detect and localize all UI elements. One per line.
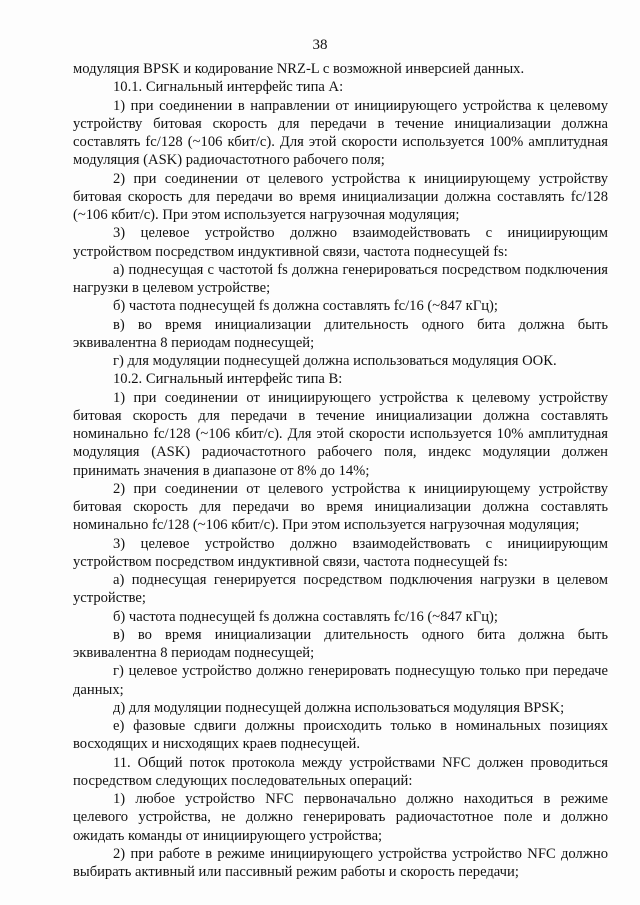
paragraph: д) для модуляции поднесущей должна использоваться модуляция BPSK; [113, 699, 565, 716]
paragraph: г) целевое устройство должно генерировать поднесущую только при передаче данных; [73, 663, 608, 698]
paragraph: 1) любое устройство NFC первоначально должно находиться в режиме целевого устройства, не должно генерировать радиочастотное поле и должно ожидать команды от инициирующего устройства; [73, 791, 608, 844]
paragraph: 3) целевое устройство должно взаимодействовать с инициирующим устройством посредством индуктивной связи, частота поднесущей fs: [73, 535, 608, 570]
page-number: 38 [312, 37, 328, 53]
paragraph: 3) целевое устройство должно взаимодействовать с инициирующим устройством посредством индуктивной связи, частота поднесущей fs: [73, 225, 608, 260]
paragraph: г) для модуляции поднесущей должна использоваться модуляция ООК. [113, 353, 557, 369]
paragraph: а) поднесущая генерируется посредством подключения нагрузки в целевом устройстве; [73, 572, 608, 607]
section-heading: 10.2. Сигнальный интерфейс типа В: [113, 371, 343, 388]
paragraph: 1) при соединении от инициирующего устройства к целевому устройству битовая скорость для передачи в течение инициализации должна составлять номинально fc/128 (~106 кбит/с). Для этой скорости используется 10% амплитудная модуляция (ASK) радиочастотного рабочего поля, индекс модуляции должен принимать значения в диапазоне от 8% до 14%; [73, 389, 608, 479]
paragraph: а) поднесущая с частотой fs должна генерироваться посредством подключения нагрузки в целевом устройстве; [73, 261, 608, 296]
section-heading: 10.1. Сигнальный интерфейс типа А: [113, 79, 344, 96]
paragraph: 2) при соединении от целевого устройства к инициирующему устройству битовая скорость для передачи во время инициализации должна составлять fc/128 (~106 кбит/с). При этом используется нагрузочная модуляция; [73, 170, 608, 223]
paragraph: модуляция BPSK и кодирование NRZ-L с возможной инверсией данных. [73, 61, 525, 77]
paragraph: в) во время инициализации длительность одного бита должна быть эквивалентна 8 периодам поднесущей; [73, 316, 608, 351]
paragraph: 11. Общий поток протокола между устройствами NFC должен проводиться посредством следующих последовательных операций: [73, 754, 608, 789]
paragraph: б) частота поднесущей fs должна составлять fc/16 (~847 кГц); [113, 298, 498, 315]
paragraph: 2) при соединении от целевого устройства к инициирующему устройству битовая скорость для передачи во время инициализации должна составлять номинально fc/128 (~106 кбит/с). При этом используется нагрузочная модуляция; [73, 480, 608, 534]
paragraph: в) во время инициализации длительность одного бита должна быть эквивалентна 8 периодам поднесущей; [73, 626, 608, 661]
paragraph: б) частота поднесущей fs должна составлять fc/16 (~847 кГц); [113, 608, 498, 625]
paragraph: 1) при соединении в направлении от инициирующего устройства к целевому устройству битовая скорость для передачи в течение инициализации должна составлять fc/128 (~106 кбит/с). Для этой скорости используется 100% амплитудная модуляция (ASK) радиочастотного рабочего поля; [73, 97, 608, 169]
paragraph: 2) при работе в режиме инициирующего устройства устройство NFC должно выбирать активный или пассивный режим работы и скорость передачи; [73, 845, 608, 880]
document-body [73, 60, 608, 881]
paragraph: е) фазовые сдвиги должны происходить только в номинальных позициях восходящих и нисходящих краев поднесущей. [73, 718, 608, 753]
